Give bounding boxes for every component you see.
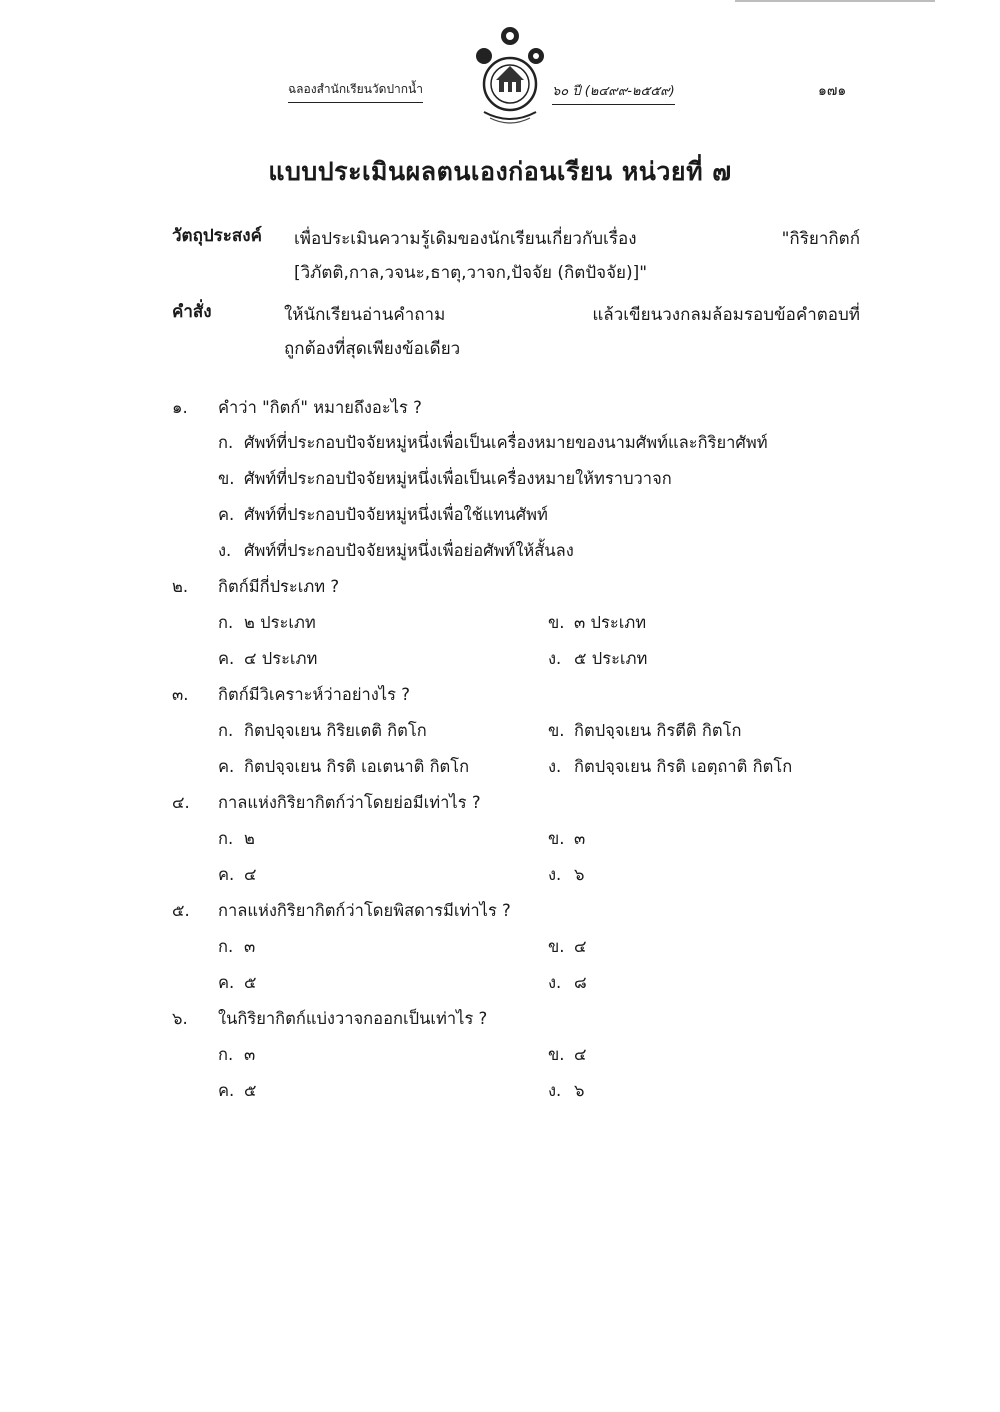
option-text: ๕ ประเภท: [574, 649, 648, 668]
page-title: แบบประเมินผลตนเองก่อนเรียน หน่วยที่ ๗: [268, 157, 732, 186]
option-text: ๔: [244, 865, 257, 884]
header-right-text: ๖๐ ปี (๒๔๙๙-๒๕๕๙): [552, 80, 675, 105]
instruction-label: คำสั่ง: [172, 302, 212, 322]
option-text: ๓: [244, 937, 256, 956]
option-letter: ง.: [548, 649, 562, 668]
option-letter: ง.: [548, 973, 562, 992]
option-letter: ข.: [548, 613, 565, 632]
option-text: ๔ ประเภท: [244, 649, 318, 668]
option-4-c[interactable]: [218, 862, 257, 888]
option-1-a[interactable]: [218, 430, 768, 456]
question-number: ๑.: [172, 398, 188, 417]
page-number: ๑๗๑: [818, 83, 847, 99]
page-header: [0, 22, 1000, 132]
option-text: ๔: [574, 1045, 587, 1064]
option-letter: ง.: [218, 541, 232, 560]
option-text: ๒ ประเภท: [244, 613, 316, 632]
question-number: ๔.: [172, 793, 190, 812]
option-4-a[interactable]: [218, 826, 255, 852]
option-text: ศัพท์ที่ประกอบปัจจัยหมู่หนึ่งเพื่อเป็นเครื่องหมายของนามศัพท์และกิริยาศัพท์: [244, 433, 768, 452]
question-text: กาลแห่งกิริยากิตก์ว่าโดยย่อมีเท่าไร ?: [218, 793, 481, 812]
option-text: กิตปจฺจเยน กิรติ เอตฺถาติ กิตโก: [574, 757, 793, 776]
option-text: ๘: [574, 973, 587, 992]
option-1-c[interactable]: [218, 502, 548, 528]
option-3-d[interactable]: [548, 754, 792, 780]
option-2-c[interactable]: [218, 646, 317, 672]
option-3-a[interactable]: [218, 718, 427, 744]
option-text: ๓: [244, 1045, 256, 1064]
option-6-b[interactable]: [548, 1042, 587, 1068]
seal-emblem-icon: [470, 22, 550, 130]
option-text: ๕: [244, 973, 257, 992]
option-letter: ง.: [548, 757, 562, 776]
question-text: กิตก์มีกี่ประเภท ?: [218, 577, 340, 596]
instruction-line-1: ให้นักเรียนอ่านคำถาม แล้วเขียนวงกลมล้อมรอบข้อคำตอบที่: [284, 305, 860, 325]
option-3-c[interactable]: [218, 754, 469, 780]
option-5-b[interactable]: [548, 934, 587, 960]
instruction-line-2: ถูกต้องที่สุดเพียงข้อเดียว: [284, 339, 461, 359]
option-6-c[interactable]: [218, 1078, 257, 1104]
option-letter: ก.: [218, 937, 234, 956]
option-letter: ก.: [218, 829, 234, 848]
option-text: กิตปจฺจเยน กิริยเตติ กิตโก: [244, 721, 427, 740]
option-letter: ข.: [548, 721, 565, 740]
objective-line-1: เพื่อประเมินความรู้เดิมของนักเรียนเกี่ยวกับเรื่อง "กิริยากิตก์: [294, 229, 860, 249]
option-letter: ค.: [218, 757, 235, 776]
scan-edge-line: [735, 0, 935, 2]
question-number: ๖.: [172, 1009, 188, 1028]
option-letter: ง.: [548, 1081, 562, 1100]
option-letter: ก.: [218, 721, 234, 740]
option-letter: ก.: [218, 433, 234, 452]
option-text: ๓: [574, 829, 586, 848]
objective-line-2: [วิภัตติ,กาล,วจนะ,ธาตุ,วาจก,ปัจจัย (กิตปัจจัย)]": [294, 263, 648, 283]
option-text: ๔: [574, 937, 587, 956]
question-number: ๕.: [172, 901, 190, 920]
option-2-d[interactable]: [548, 646, 647, 672]
question-number: ๒.: [172, 577, 189, 596]
option-letter: ข.: [548, 829, 565, 848]
option-letter: ข.: [548, 937, 565, 956]
option-letter: ค.: [218, 649, 235, 668]
option-letter: ง.: [548, 865, 562, 884]
option-text: กิตปจฺจเยน กิรติ เอเตนาติ กิตโก: [244, 757, 470, 776]
header-left-text: ฉลองสำนักเรียนวัดปากน้ำ: [288, 80, 423, 103]
option-text: ๒: [244, 829, 255, 848]
option-text: ๓ ประเภท: [574, 613, 647, 632]
question-number: ๓.: [172, 685, 189, 704]
option-text: ๕: [244, 1081, 257, 1100]
question-text: กาลแห่งกิริยากิตก์ว่าโดยพิสดารมีเท่าไร ?: [218, 901, 511, 920]
option-letter: ก.: [218, 1045, 234, 1064]
option-letter: ค.: [218, 865, 235, 884]
option-3-b[interactable]: [548, 718, 741, 744]
option-text: กิตปจฺจเยน กิรตีติ กิตโก: [574, 721, 742, 740]
option-6-d[interactable]: [548, 1078, 584, 1104]
option-2-b[interactable]: [548, 610, 646, 636]
option-letter: ข.: [548, 1045, 565, 1064]
option-5-d[interactable]: [548, 970, 587, 996]
option-text: ศัพท์ที่ประกอบปัจจัยหมู่หนึ่งเพื่อเป็นเครื่องหมายให้ทราบวาจก: [244, 469, 672, 488]
option-1-d[interactable]: [218, 538, 574, 564]
question-text: กิตก์มีวิเคราะห์ว่าอย่างไร ?: [218, 685, 410, 704]
option-letter: ค.: [218, 1081, 235, 1100]
option-4-b[interactable]: [548, 826, 585, 852]
question-text: ในกิริยากิตก์แบ่งวาจกออกเป็นเท่าไร ?: [218, 1009, 488, 1028]
option-text: ศัพท์ที่ประกอบปัจจัยหมู่หนึ่งเพื่อใช้แทนศัพท์: [244, 505, 548, 524]
option-text: ๖: [574, 865, 585, 884]
option-text: ศัพท์ที่ประกอบปัจจัยหมู่หนึ่งเพื่อย่อศัพท์ให้สั้นลง: [244, 541, 574, 560]
option-letter: ก.: [218, 613, 234, 632]
option-letter: ข.: [218, 469, 235, 488]
question-text: คำว่า "กิตก์" หมายถึงอะไร ?: [218, 398, 422, 417]
option-1-b[interactable]: [218, 466, 672, 492]
option-5-a[interactable]: [218, 934, 255, 960]
option-6-a[interactable]: [218, 1042, 255, 1068]
option-letter: ค.: [218, 505, 235, 524]
option-text: ๖: [574, 1081, 585, 1100]
objective-label: วัตถุประสงค์: [172, 226, 262, 246]
option-4-d[interactable]: [548, 862, 584, 888]
option-2-a[interactable]: [218, 610, 316, 636]
option-letter: ค.: [218, 973, 235, 992]
option-5-c[interactable]: [218, 970, 257, 996]
